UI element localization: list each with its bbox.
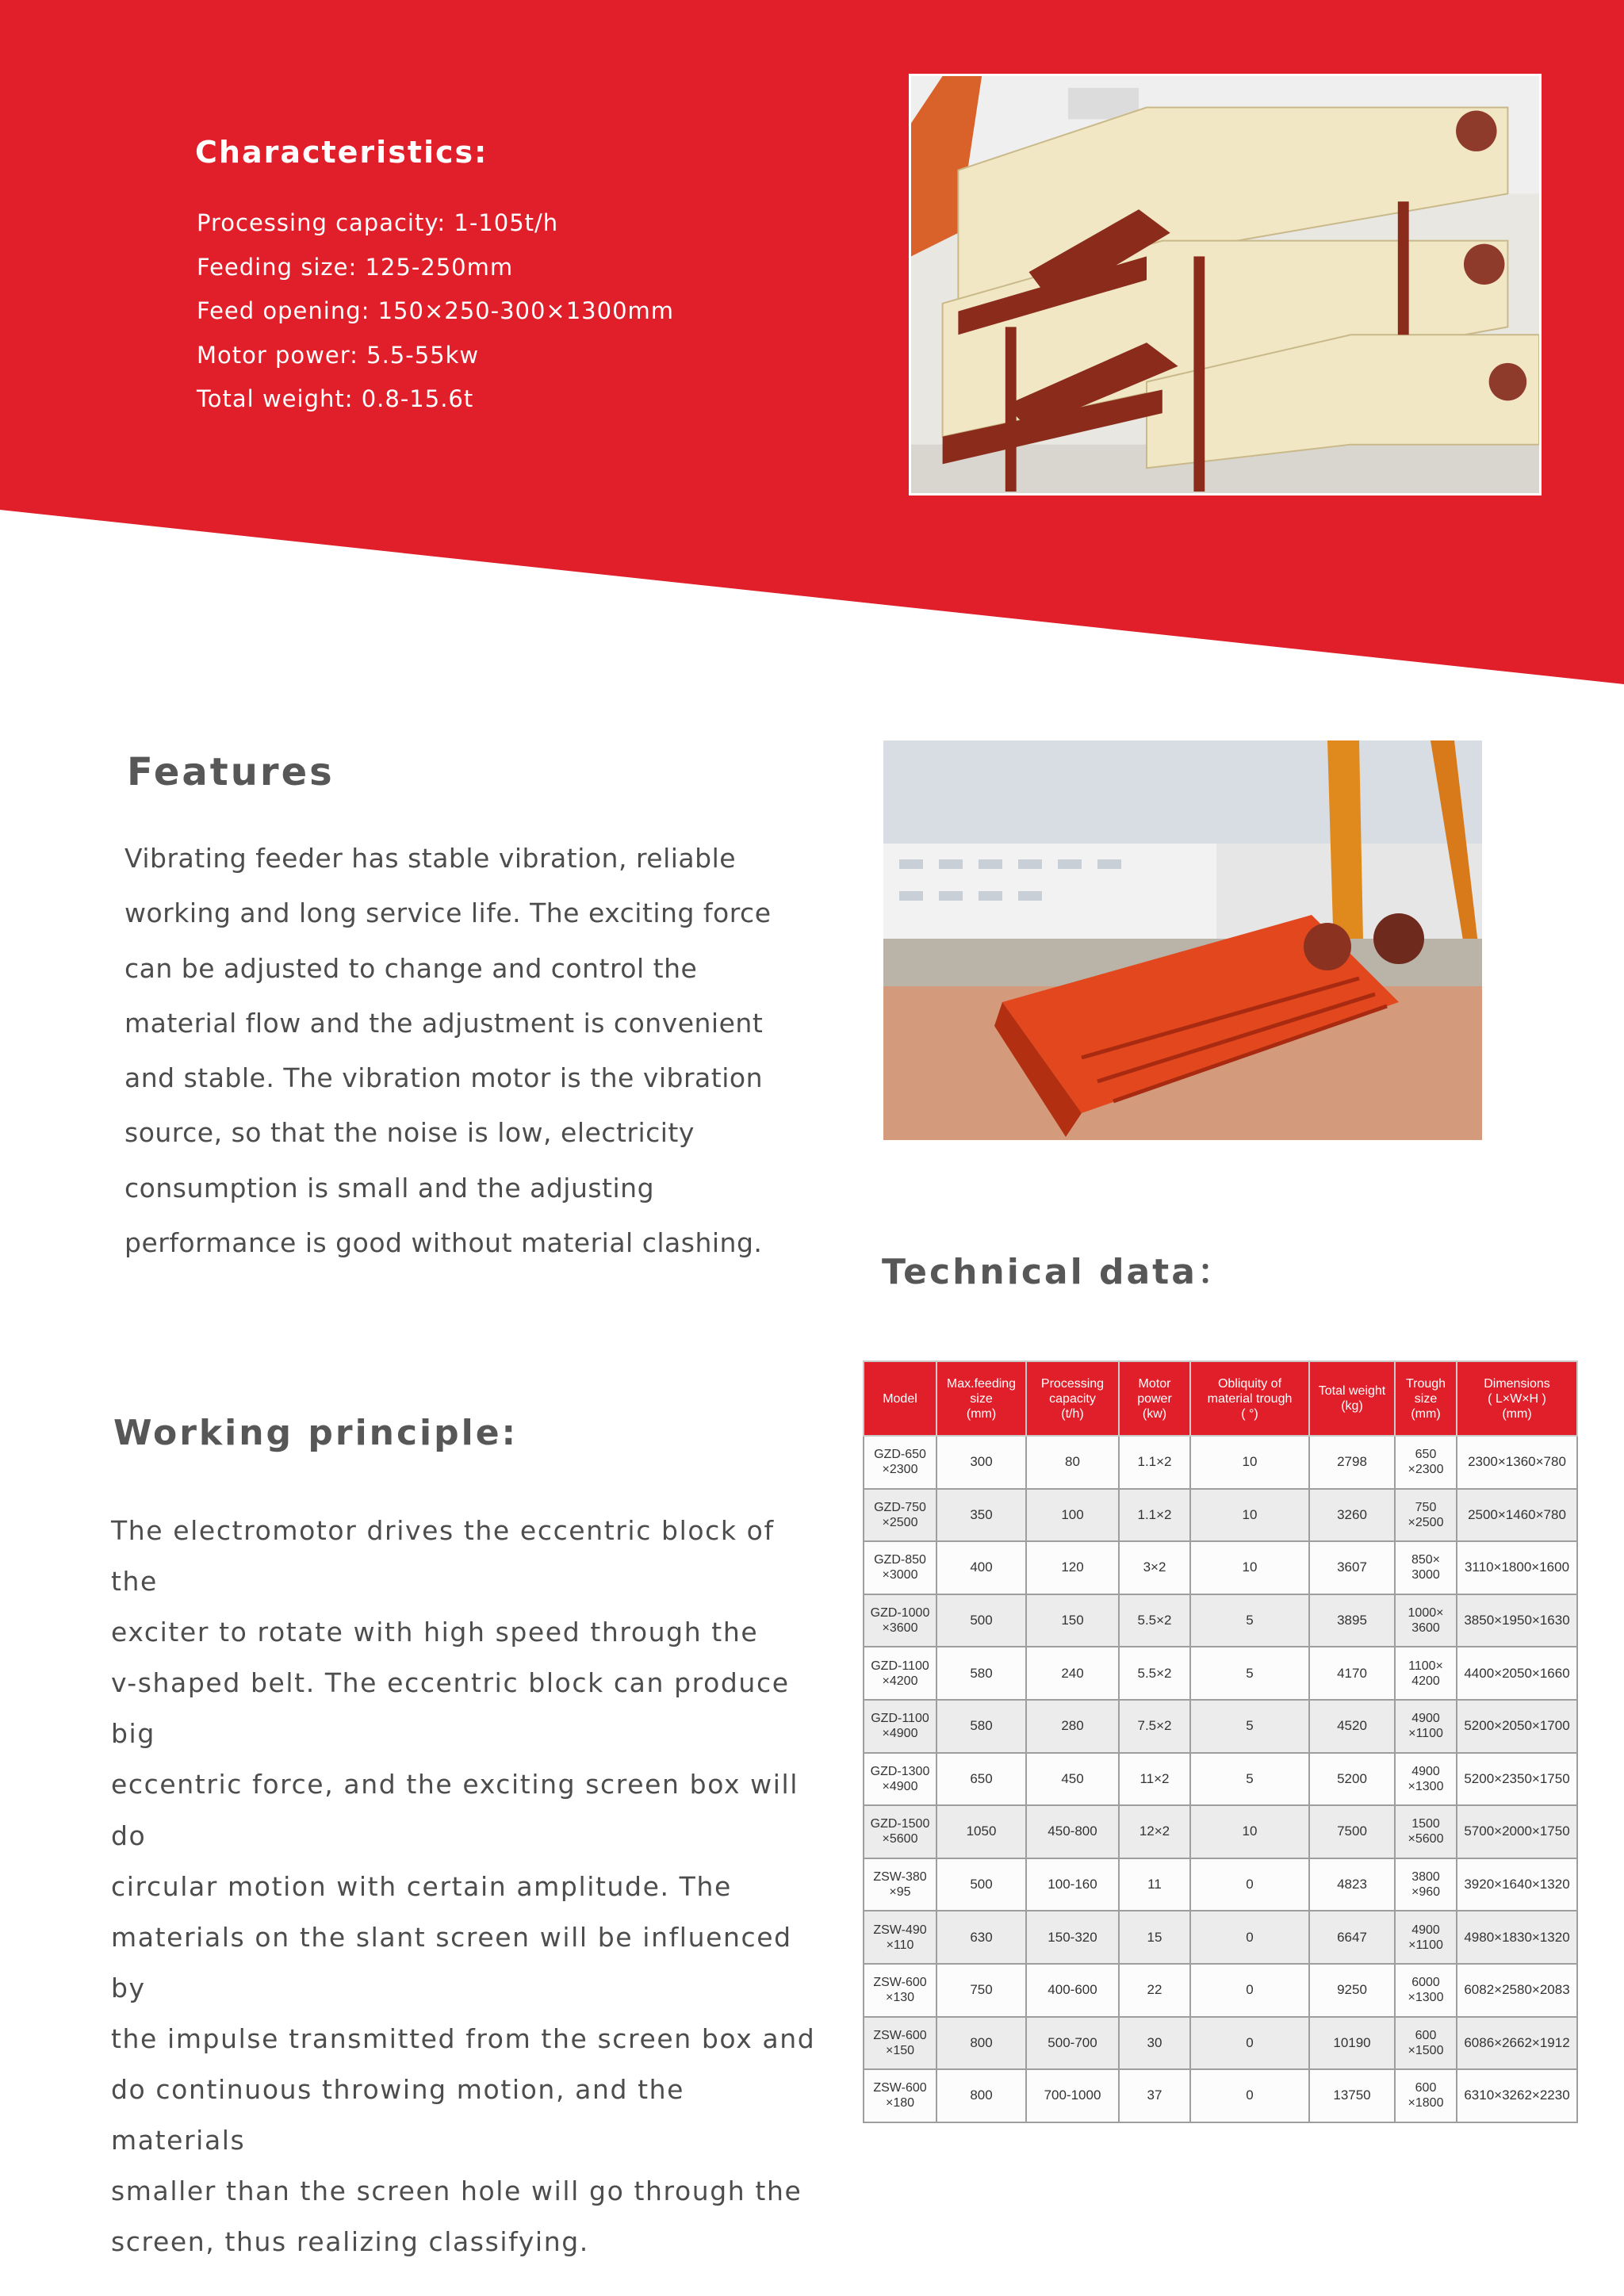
table-cell: 300 [936,1436,1026,1489]
table-cell: 450-800 [1026,1805,1119,1858]
features-line: performance is good without material clashing. [124,1227,763,1259]
table-cell: 0 [1190,2017,1309,2070]
table-cell: 15 [1119,1911,1190,1964]
table-cell: 7.5×2 [1119,1700,1190,1753]
table-row [864,1753,1577,1806]
table-cell: 7500 [1309,1805,1395,1858]
table-cell: 10 [1190,1541,1309,1594]
table-cell: 80 [1026,1436,1119,1489]
table-cell: 10 [1190,1436,1309,1489]
working-line: The electromotor drives the eccentric block of the [111,1515,775,1598]
features-line: source, so that the noise is low, electricity [124,1117,695,1149]
characteristic-motor-power: Motor power: 5.5-55kw [197,341,480,369]
table-cell: 800 [936,2069,1026,2122]
features-line: can be adjusted to change and control the [124,952,698,984]
table-cell: 9250 [1309,1964,1395,2017]
table-cell: 3920×1640×1320 [1457,1858,1577,1911]
table-cell: 580 [936,1647,1026,1700]
table-row [864,1700,1577,1753]
table-cell: 5200 [1309,1753,1395,1806]
table-row [864,1489,1577,1542]
table-row [864,1541,1577,1594]
table-cell: 5700×2000×1750 [1457,1805,1577,1858]
table-cell: 11 [1119,1858,1190,1911]
table-cell: 22 [1119,1964,1190,2017]
table-cell: 30 [1119,2017,1190,2070]
table-cell: GZD-750 ×2500 [864,1489,936,1542]
table-cell: 4400×2050×1660 [1457,1647,1577,1700]
table-cell: 700-1000 [1026,2069,1119,2122]
table-header-row [864,1361,1577,1436]
table-cell: 1100× 4200 [1395,1647,1457,1700]
table-cell: ZSW-600 ×150 [864,2017,936,2070]
table-cell: 6000 ×1300 [1395,1964,1457,2017]
features-line: and stable. The vibration motor is the vibration [124,1062,763,1094]
table-header-cell: Max.feeding size (mm) [936,1361,1026,1436]
table-cell: 280 [1026,1700,1119,1753]
table-cell: 450 [1026,1753,1119,1806]
table-cell: ZSW-600 ×180 [864,2069,936,2122]
table-cell: 500 [936,1858,1026,1911]
table-cell: 3607 [1309,1541,1395,1594]
characteristic-feeding-size: Feeding size: 125-250mm [197,253,514,281]
table-cell: 4980×1830×1320 [1457,1911,1577,1964]
table-header [864,1361,1577,1436]
table-cell: 1000× 3600 [1395,1594,1457,1647]
table-cell: ZSW-490 ×110 [864,1911,936,1964]
table-cell: 0 [1190,1858,1309,1911]
table-cell: 600 ×1500 [1395,2017,1457,2070]
table-cell: 5.5×2 [1119,1594,1190,1647]
table-row [864,1594,1577,1647]
table-cell: 5.5×2 [1119,1647,1190,1700]
table-body [864,1436,1577,2122]
table-cell: 630 [936,1911,1026,1964]
characteristic-feed-opening: Feed opening: 150×250-300×1300mm [197,297,675,324]
table-cell: 6086×2662×1912 [1457,2017,1577,2070]
working-line: smaller than the screen hole will go through the [111,2175,802,2207]
table-cell: 4823 [1309,1858,1395,1911]
product-photo-feeders-stack [909,74,1542,496]
table-cell: 100-160 [1026,1858,1119,1911]
table-cell: ZSW-600 ×130 [864,1964,936,2017]
table-row [864,2017,1577,2070]
table-cell: 6647 [1309,1911,1395,1964]
table-cell: 5 [1190,1700,1309,1753]
table-cell: 1.1×2 [1119,1489,1190,1542]
table-cell: 240 [1026,1647,1119,1700]
table-row [864,1647,1577,1700]
table-cell: 3800 ×960 [1395,1858,1457,1911]
table-row [864,1858,1577,1911]
working-line: do continuous throwing motion, and the materials [111,2074,685,2156]
table-cell: 800 [936,2017,1026,2070]
table-row [864,1964,1577,2017]
characteristic-total-weight: Total weight: 0.8-15.6t [197,385,474,412]
table-cell: 2798 [1309,1436,1395,1489]
features-line: material flow and the adjustment is convenient [124,1007,764,1039]
table-cell: 4900 ×1100 [1395,1911,1457,1964]
working-line: materials on the slant screen will be influenced by [111,1921,792,2003]
table-header-cell: Obliquity of material trough ( °) [1190,1361,1309,1436]
table-cell: ZSW-380 ×95 [864,1858,936,1911]
table-cell: 0 [1190,2069,1309,2122]
table-cell: 150-320 [1026,1911,1119,1964]
table-cell: 400 [936,1541,1026,1594]
table-cell: 850× 3000 [1395,1541,1457,1594]
table-cell: GZD-1500 ×5600 [864,1805,936,1858]
table-cell: 3260 [1309,1489,1395,1542]
table-cell: GZD-850 ×3000 [864,1541,936,1594]
features-line: working and long service life. The exciting force [124,897,772,929]
table-header-cell: Motor power (kw) [1119,1361,1190,1436]
table-cell: 2500×1460×780 [1457,1489,1577,1542]
table-cell: GZD-1100 ×4200 [864,1647,936,1700]
table-cell: 500-700 [1026,2017,1119,2070]
table-cell: 10 [1190,1489,1309,1542]
table-cell: 1050 [936,1805,1026,1858]
table-header-cell: Trough size (mm) [1395,1361,1457,1436]
table-cell: GZD-1100 ×4900 [864,1700,936,1753]
characteristic-capacity: Processing capacity: 1-105t/h [197,209,559,236]
table-cell: 0 [1190,1964,1309,2017]
table-cell: 12×2 [1119,1805,1190,1858]
features-line: consumption is small and the adjusting [124,1172,655,1203]
working-line: v-shaped belt. The eccentric block can produce big [111,1667,790,1750]
working-line: exciter to rotate with high speed through the [111,1617,759,1648]
table-cell: 5 [1190,1647,1309,1700]
table-cell: 500 [936,1594,1026,1647]
table-cell: 750 [936,1964,1026,2017]
table-cell: 1500 ×5600 [1395,1805,1457,1858]
table-cell: 3850×1950×1630 [1457,1594,1577,1647]
technical-data-table [863,1360,1578,2123]
working-line: circular motion with certain amplitude. The [111,1870,732,1902]
working-line: the impulse transmitted from the screen box and [111,2022,816,2054]
table-cell: 650 ×2300 [1395,1436,1457,1489]
table-row [864,2069,1577,2122]
features-title: Features [127,750,335,794]
table-cell: GZD-650 ×2300 [864,1436,936,1489]
table-cell: 6310×3262×2230 [1457,2069,1577,2122]
table-cell: 5 [1190,1594,1309,1647]
table-cell: GZD-1300 ×4900 [864,1753,936,1806]
table-cell: 4900 ×1100 [1395,1700,1457,1753]
table-cell: 11×2 [1119,1753,1190,1806]
table-cell: 37 [1119,2069,1190,2122]
characteristics-list [197,205,674,425]
product-photo-orange-feeder [883,740,1482,1140]
table-cell: 4170 [1309,1647,1395,1700]
table-cell: 3×2 [1119,1541,1190,1594]
table-header-cell: Model [864,1361,936,1436]
table-cell: 150 [1026,1594,1119,1647]
table-header-cell: Total weight (kg) [1309,1361,1395,1436]
table-cell: 750 ×2500 [1395,1489,1457,1542]
technical-data-title: Technical data： [882,1252,1235,1292]
table-cell: 100 [1026,1489,1119,1542]
table-cell: 1.1×2 [1119,1436,1190,1489]
table-cell: 580 [936,1700,1026,1753]
table-header-cell: Processing capacity (t/h) [1026,1361,1119,1436]
working-principle-paragraph [111,1506,825,2267]
table-cell: 4520 [1309,1700,1395,1753]
working-line: screen, thus realizing classifying. [111,2226,589,2258]
table-cell: 13750 [1309,2069,1395,2122]
table-cell: 10190 [1309,2017,1395,2070]
table-cell: 600 ×1800 [1395,2069,1457,2122]
table-cell: 2300×1360×780 [1457,1436,1577,1489]
table-cell: 3110×1800×1600 [1457,1541,1577,1594]
table-header-cell: Dimensions ( L×W×H ) (mm) [1457,1361,1577,1436]
table-row [864,1805,1577,1858]
table-cell: 0 [1190,1911,1309,1964]
table-cell: 5200×2050×1700 [1457,1700,1577,1753]
table-cell: 5200×2350×1750 [1457,1753,1577,1806]
table-cell: 4900 ×1300 [1395,1753,1457,1806]
table-row [864,1911,1577,1964]
features-paragraph [124,831,806,1270]
table-row [864,1436,1577,1489]
table-cell: 350 [936,1489,1026,1542]
table-cell: 5 [1190,1753,1309,1806]
table-cell: 650 [936,1753,1026,1806]
characteristics-title: Characteristics: [195,135,488,170]
working-line: eccentric force, and the exciting screen box will do [111,1769,799,1851]
table-cell: 3895 [1309,1594,1395,1647]
features-line: Vibrating feeder has stable vibration, reliable [124,843,737,874]
table-cell: 120 [1026,1541,1119,1594]
table-cell: GZD-1000 ×3600 [864,1594,936,1647]
working-principle-title: Working principle: [113,1413,519,1453]
table-cell: 6082×2580×2083 [1457,1964,1577,2017]
table-cell: 10 [1190,1805,1309,1858]
table-cell: 400-600 [1026,1964,1119,2017]
